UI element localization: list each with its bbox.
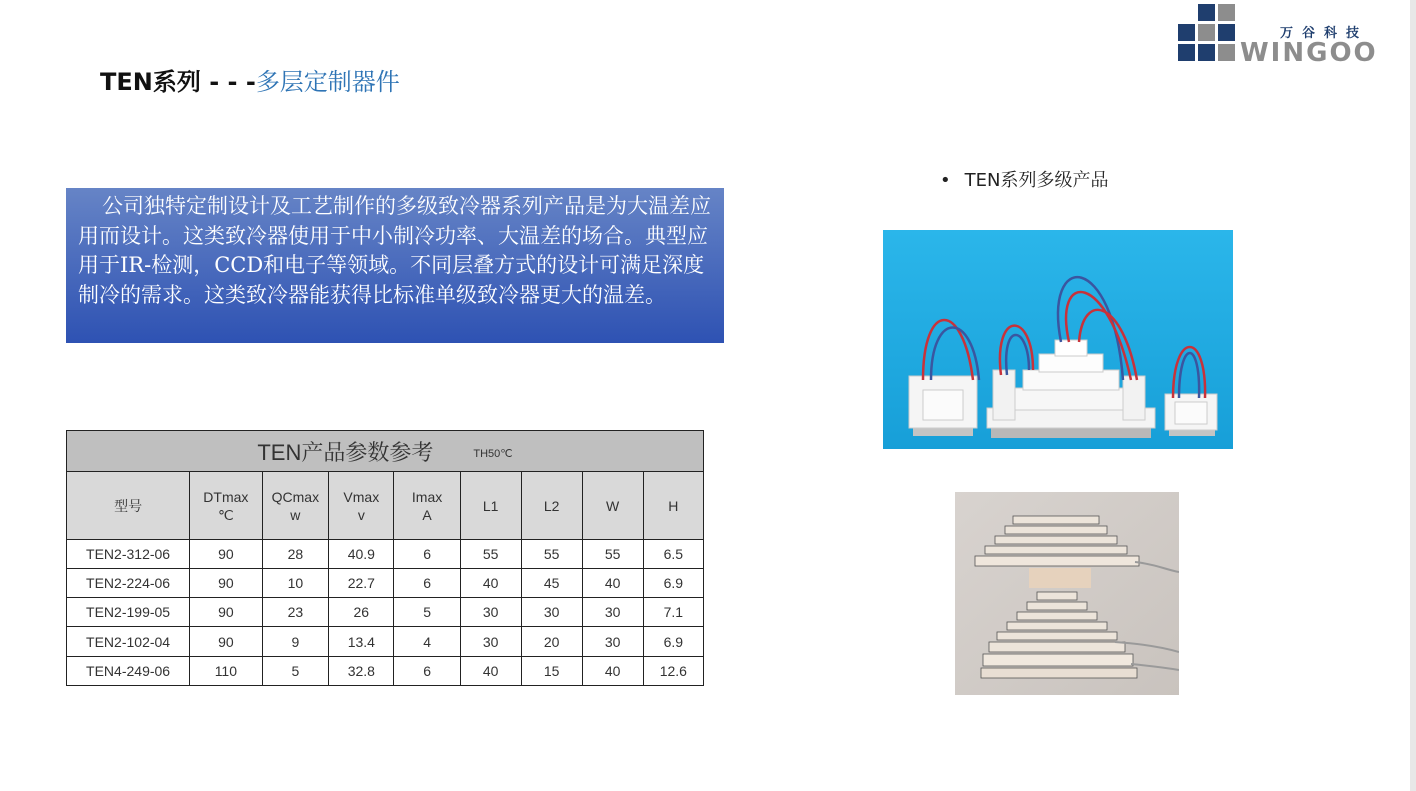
cell-vmax: 32.8 bbox=[329, 656, 394, 685]
column-header bbox=[329, 472, 394, 540]
slide-edge bbox=[1410, 0, 1416, 791]
logo-square bbox=[1198, 24, 1215, 41]
cell-l1: 30 bbox=[460, 627, 521, 656]
column-header bbox=[394, 472, 460, 540]
column-header bbox=[643, 472, 703, 540]
cell-l2: 30 bbox=[521, 598, 582, 627]
cell-h: 6.5 bbox=[643, 539, 703, 568]
cell-imax: 6 bbox=[394, 539, 460, 568]
table-row bbox=[67, 627, 704, 656]
product-bullet bbox=[940, 166, 1108, 192]
cell-vmax: 13.4 bbox=[329, 627, 394, 656]
column-header-label: W bbox=[606, 497, 620, 514]
column-header-label: H bbox=[668, 497, 679, 514]
column-header bbox=[67, 472, 190, 540]
table-row bbox=[67, 539, 704, 568]
cell-model: TEN2-312-06 bbox=[67, 539, 190, 568]
logo-chinese-name: 万谷科技 bbox=[1280, 26, 1369, 41]
column-header-label: L1 bbox=[482, 497, 499, 514]
title-series: TEN系列 - - - bbox=[100, 68, 256, 96]
bullet-dot: • bbox=[940, 170, 951, 191]
cell-model: TEN2-102-04 bbox=[67, 627, 190, 656]
column-header bbox=[521, 472, 582, 540]
cell-h: 6.9 bbox=[643, 569, 703, 598]
intro-text-box bbox=[66, 188, 724, 343]
table-caption bbox=[67, 431, 704, 472]
column-header-label: L2 bbox=[543, 497, 560, 514]
cell-imax: 6 bbox=[394, 569, 460, 598]
table-row bbox=[67, 656, 704, 685]
column-header bbox=[460, 472, 521, 540]
table-row bbox=[67, 598, 704, 627]
cell-l2: 15 bbox=[521, 656, 582, 685]
table-caption-text: TEN产品参数参考 bbox=[257, 439, 434, 465]
cell-l2: 55 bbox=[521, 539, 582, 568]
column-header-label: Vmax bbox=[343, 488, 380, 505]
column-header-label: DTmax bbox=[203, 488, 249, 505]
cell-dtmax: 90 bbox=[190, 539, 262, 568]
cell-l2: 20 bbox=[521, 627, 582, 656]
cell-qcmax: 5 bbox=[262, 656, 329, 685]
cell-l1: 30 bbox=[460, 598, 521, 627]
column-header-unit: ℃ bbox=[217, 506, 234, 523]
column-header bbox=[190, 472, 262, 540]
cell-qcmax: 10 bbox=[262, 569, 329, 598]
product-photo-stacked bbox=[955, 492, 1179, 695]
cell-model: TEN2-224-06 bbox=[67, 569, 190, 598]
cell-dtmax: 90 bbox=[190, 627, 262, 656]
title-subtitle: 多层定制器件 bbox=[255, 68, 400, 96]
column-header-unit: v bbox=[357, 506, 365, 523]
column-header bbox=[582, 472, 643, 540]
cell-w: 55 bbox=[582, 539, 643, 568]
logo-square bbox=[1178, 24, 1195, 41]
intro-text: 公司独特定制设计及工艺制作的多级致冷器系列产品是为大温差应用而设计。这类致冷器使用于中小制冷功率、大温差的场合。典型应用于IR-检测，CCD和电子等领域。不同层叠方式的设计可满足深度制冷的需求。这类致冷器能获得比标准单级致冷器更大的温差。 bbox=[78, 194, 711, 307]
cell-qcmax: 9 bbox=[262, 627, 329, 656]
cell-l1: 55 bbox=[460, 539, 521, 568]
cell-w: 30 bbox=[582, 598, 643, 627]
logo-square bbox=[1198, 44, 1215, 61]
cell-imax: 5 bbox=[394, 598, 460, 627]
product-photo-blue bbox=[883, 230, 1233, 449]
cell-l2: 45 bbox=[521, 569, 582, 598]
cell-qcmax: 28 bbox=[262, 539, 329, 568]
cell-h: 12.6 bbox=[643, 656, 703, 685]
table-row bbox=[67, 569, 704, 598]
cell-dtmax: 110 bbox=[190, 656, 262, 685]
cell-l1: 40 bbox=[460, 569, 521, 598]
cell-dtmax: 90 bbox=[190, 569, 262, 598]
bullet-text: TEN系列多级产品 bbox=[964, 170, 1109, 191]
cell-vmax: 26 bbox=[329, 598, 394, 627]
cell-imax: 6 bbox=[394, 656, 460, 685]
table-caption-note: TH50℃ bbox=[473, 448, 513, 461]
table-caption-row bbox=[67, 431, 704, 472]
spec-table bbox=[66, 430, 704, 686]
cell-h: 6.9 bbox=[643, 627, 703, 656]
cell-w: 40 bbox=[582, 656, 643, 685]
column-header bbox=[262, 472, 329, 540]
column-header-label: Imax bbox=[411, 488, 443, 505]
cell-w: 40 bbox=[582, 569, 643, 598]
column-header-unit: A bbox=[422, 506, 432, 523]
column-header-label: QCmax bbox=[271, 488, 320, 505]
cell-imax: 4 bbox=[394, 627, 460, 656]
cell-qcmax: 23 bbox=[262, 598, 329, 627]
table-header-row bbox=[67, 472, 704, 540]
logo-square bbox=[1218, 24, 1235, 41]
logo-square bbox=[1178, 44, 1195, 61]
logo-square bbox=[1218, 4, 1235, 21]
cell-l1: 40 bbox=[460, 656, 521, 685]
cell-vmax: 40.9 bbox=[329, 539, 394, 568]
column-header-label: 型号 bbox=[114, 497, 143, 514]
cell-model: TEN4-249-06 bbox=[67, 656, 190, 685]
cell-dtmax: 90 bbox=[190, 598, 262, 627]
cell-h: 7.1 bbox=[643, 598, 703, 627]
cell-vmax: 22.7 bbox=[329, 569, 394, 598]
page-title bbox=[100, 62, 400, 97]
logo-english-name: WINGOO bbox=[1240, 38, 1378, 68]
logo-square bbox=[1198, 4, 1215, 21]
logo-square bbox=[1218, 44, 1235, 61]
cell-w: 30 bbox=[582, 627, 643, 656]
cell-model: TEN2-199-05 bbox=[67, 598, 190, 627]
column-header-unit: w bbox=[290, 506, 301, 523]
